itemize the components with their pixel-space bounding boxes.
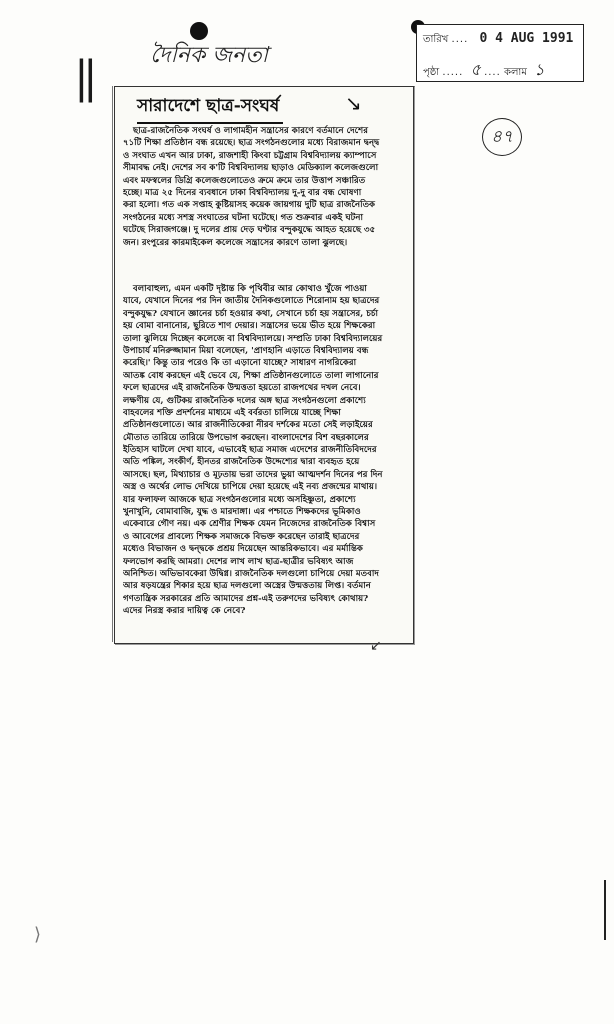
article-line: অস্ত্র ও অর্থের লোভ দেখিয়ে চাপিয়ে দেয়া হয়েছে এই নব্য প্রজন্মের মাথায়। [123, 482, 378, 493]
article-line: হচ্ছে। মাত্র ২৫ দিনের ব্যবধানে ঢাকা বিশ্ববিদ্যালয় দু-দু বার বন্ধ ঘোষণা [123, 187, 362, 198]
stamp-column-label: কলাম [503, 67, 527, 78]
stamp-date-value: 0 4 AUG 1991 [479, 31, 574, 46]
article-paragraph-2 [123, 283, 407, 618]
newspaper-clipping [114, 86, 414, 644]
stamp-date-row [423, 31, 573, 49]
archive-stamp [416, 24, 584, 82]
stamp-date-label: তারিখ [423, 34, 449, 45]
stamp-dots: .... [451, 34, 469, 45]
margin-mark: || [74, 52, 92, 103]
article-line: তালা ঝুলিয়ে দিচ্ছেন কলেজে বা বিশ্ববিদ্যালয়ে। সম্প্রতি ঢাকা বিশ্ববিদ্যালয়ের [123, 333, 383, 344]
article-line: মৌতাত তারিয়ে তারিয়ে উপভোগ করছেন। বাংলাদেশের বিশ বছরকালের [123, 432, 369, 443]
article-line: আসছে। ছল, মিথ্যাচার ও মূঢ়তায় ভরা তাদের ভুয়া আত্মদর্শন দিনের পর দিন [123, 469, 383, 480]
article-line: করেছি।' কিন্তু তার পরেও কি তা এড়ানো যাচ্ছে? সাধারণ নাগরিকেরা [123, 358, 357, 369]
article-line: ও আবেগের প্রাবল্যে শিক্ষক সমাজকে বিভক্ত করেছেন তারাই ছাত্রদের [123, 531, 360, 542]
stamp-page-label: পৃষ্ঠা [423, 67, 440, 78]
article-line: যার ফলাফল আজকে ছাত্র সংগঠনগুলোর মধ্যে অসহিষ্ণুতা, প্রকাশ্যে [123, 494, 356, 505]
headline-mark-icon: ↘ [345, 91, 362, 115]
article-line: অনিশ্চিত। অভিভাবকেরা উদ্বিগ্ন। রাজনৈতিক দলগুলো চাপিয়ে দেয়া মতবাদ [123, 568, 379, 579]
article-line: প্রতিষ্ঠানগুলোতে। আর রাজনীতিকেরা নীরব দর্শকের মতো সেই লড়াইয়ের [123, 420, 373, 431]
article-line: জন। রংপুরের কারমাইকেল কলেজে সন্ত্রাসের কারণে তালা ঝুলছে। [123, 237, 348, 248]
article-line: একেবারে গৌণ নয়। এক শ্রেণীর শিক্ষক যেমন নিজেদের রাজনৈতিক বিশ্বাস [123, 519, 376, 530]
article-line: করা হলো। গত এক সপ্তাহ কুষ্টিয়াসহ কয়েক জায়গায় দুটি ছাত্র রাজনৈতিক [123, 200, 376, 211]
article-line: ফলে ছাত্রদের এই রাজনৈতিক উন্মত্ততা হয়তো রাজপথের দখল নেবে। [123, 383, 361, 394]
article-line: বাহবলের শক্তি প্রদর্শনের মাধ্যমে এই বর্বরতা চালিয়ে যাচ্ছে শিক্ষা [123, 407, 341, 418]
clipping-edge [414, 86, 415, 642]
article-line: গণতান্ত্রিক সরকারের প্রতি আমাদের প্রশ্ন-এই তরুণদের ভবিষ্যৎ কোথায়? [123, 593, 369, 604]
article-line: যাবে, যেখানে দিনের পর দিন জাতীয় দৈনিকগুলোতে শিরোনাম হয় ছাত্রদের [123, 296, 380, 307]
scan-edge-mark [604, 880, 606, 940]
article-line: ঘটেছে সিরাজগঞ্জে। দু দলের প্রায় দেড় ঘণ্টার বন্দুকযুদ্ধে আহত হয়েছে ৩৫ [123, 225, 376, 236]
article-line: বলাবাহুল্য, এমন একটি দৃষ্টান্ত কি পৃথিবীর আর কোথাও খুঁজে পাওয়া [133, 284, 367, 294]
clipping-corner-mark: ↙ [370, 638, 382, 654]
article-line: উপাচার্য মনিরুজ্জামান মিয়া বলেছেন, 'প্রাণহানি এড়াতে বিশ্ববিদ্যালয় বন্ধ [123, 345, 369, 356]
article-line: ছাত্র-রাজনৈতিক সংঘর্ষ ও লাগামহীন সন্ত্রাসের কারণে বর্তমানে দেশের [133, 126, 368, 136]
article-line: আতঙ্ক বোধ করছেন এই ভেবে যে, শিক্ষা প্রতিষ্ঠানগুলোতে তালা লাগানোর [123, 370, 379, 381]
article-line: ও সংঘাত এখন আর ঢাকা, রাজশাহী কিংবা চট্টগ্রাম বিশ্ববিদ্যালয় ক্যাম্পাসে [123, 150, 377, 161]
article-line: খুনাখুনি, বোমাবাজি, যুদ্ধ ও মারদাঙ্গা। এর পশ্চাতে শিক্ষকদের ভূমিকাও [123, 507, 361, 518]
article-line: সীমাবদ্ধ নেই। দেশের সব ক'টি বিশ্ববিদ্যালয় ছাড়াও মেডিক্যাল কলেজগুলো [123, 163, 379, 174]
article-line: অতি পঙ্কিল, সংকীর্ণ, হীনতর রাজনৈতিক উদ্দেশ্যের দ্বারা ব্যবহৃত হয়ে [123, 457, 360, 468]
article-line: লক্ষণীয় যে, গুটিকয় রাজনৈতিক দলের অঙ্গ ছাত্র সংগঠনগুলো প্রকাশ্যে [123, 395, 366, 406]
article-line: ফলভোগ করছি আমরা। দেশের লাখ লাখ ছাত্র-ছাত্রীর ভবিষ্যৎ আজ [123, 556, 354, 567]
stamp-column-value: ১ [534, 60, 545, 79]
margin-scribble: ⟩ [34, 924, 42, 945]
article-line: সংগঠনের মধ্যে সশস্ত্র সংঘাতের ঘটনা ঘটেছে। গত শুক্রবার একই ঘটনা [123, 212, 363, 223]
article-line: মধ্যেও বিভাজন ও দ্বন্দ্বকে প্রশ্রয় দিয়েছেন আন্তরিকভাবে। এর মর্মান্তিক [123, 544, 363, 555]
stamp-page-row [423, 57, 544, 84]
article-headline: সারাদেশে ছাত্র-সংঘর্ষ [137, 93, 283, 124]
stamp-dots: .... [484, 67, 501, 78]
article-line: হয় বোমা বানানোর, ছুরিতে শাণ দেয়ার। সন্ত্রাসের ভয়ে ভীত হয়ে শিক্ষকেরা [123, 321, 376, 332]
article-line: এবং মফস্বলের ডিগ্রি কলেজগুলোতেও ক্রমে ক্রমে তার উত্তাপ সঞ্চারিত [123, 175, 366, 186]
handwritten-page-number: ৪৭ [482, 118, 522, 156]
article-line: বন্দুকযুদ্ধ? যেখানে জ্ঞানের চর্চা হওয়ার কথা, সেখানে চর্চা হয় সন্ত্রাসের, চর্চা [123, 308, 379, 319]
article-line: এদের নিরস্ত্র করার দায়িত্ব কে নেবে? [123, 606, 246, 617]
article-paragraph-1 [123, 125, 407, 249]
article-line: ইতিহাস ঘাটলে দেখা যাবে, এভাবেই ছাত্র সমাজ এদেশের রাজনীতিবিদদের [123, 445, 377, 456]
article-line: আর ষড়যন্ত্রের শিকার হয়ে ছাত্র দলগুলো অস্ত্রের উন্মত্ততায় লিপ্ত। বর্তমান [123, 581, 371, 592]
newspaper-name: দৈনিক জনতা [150, 43, 268, 68]
article-line: ৭১টি শিক্ষা প্রতিষ্ঠান বন্ধ রয়েছে। ছাত্র সংগঠনগুলোর মধ্যে বিরাজমান দ্বন্দ্ব [123, 138, 380, 149]
clipping-edge [112, 86, 113, 642]
stamp-page-value: ৫ [470, 60, 481, 79]
stamp-dots: ..... [442, 67, 464, 78]
